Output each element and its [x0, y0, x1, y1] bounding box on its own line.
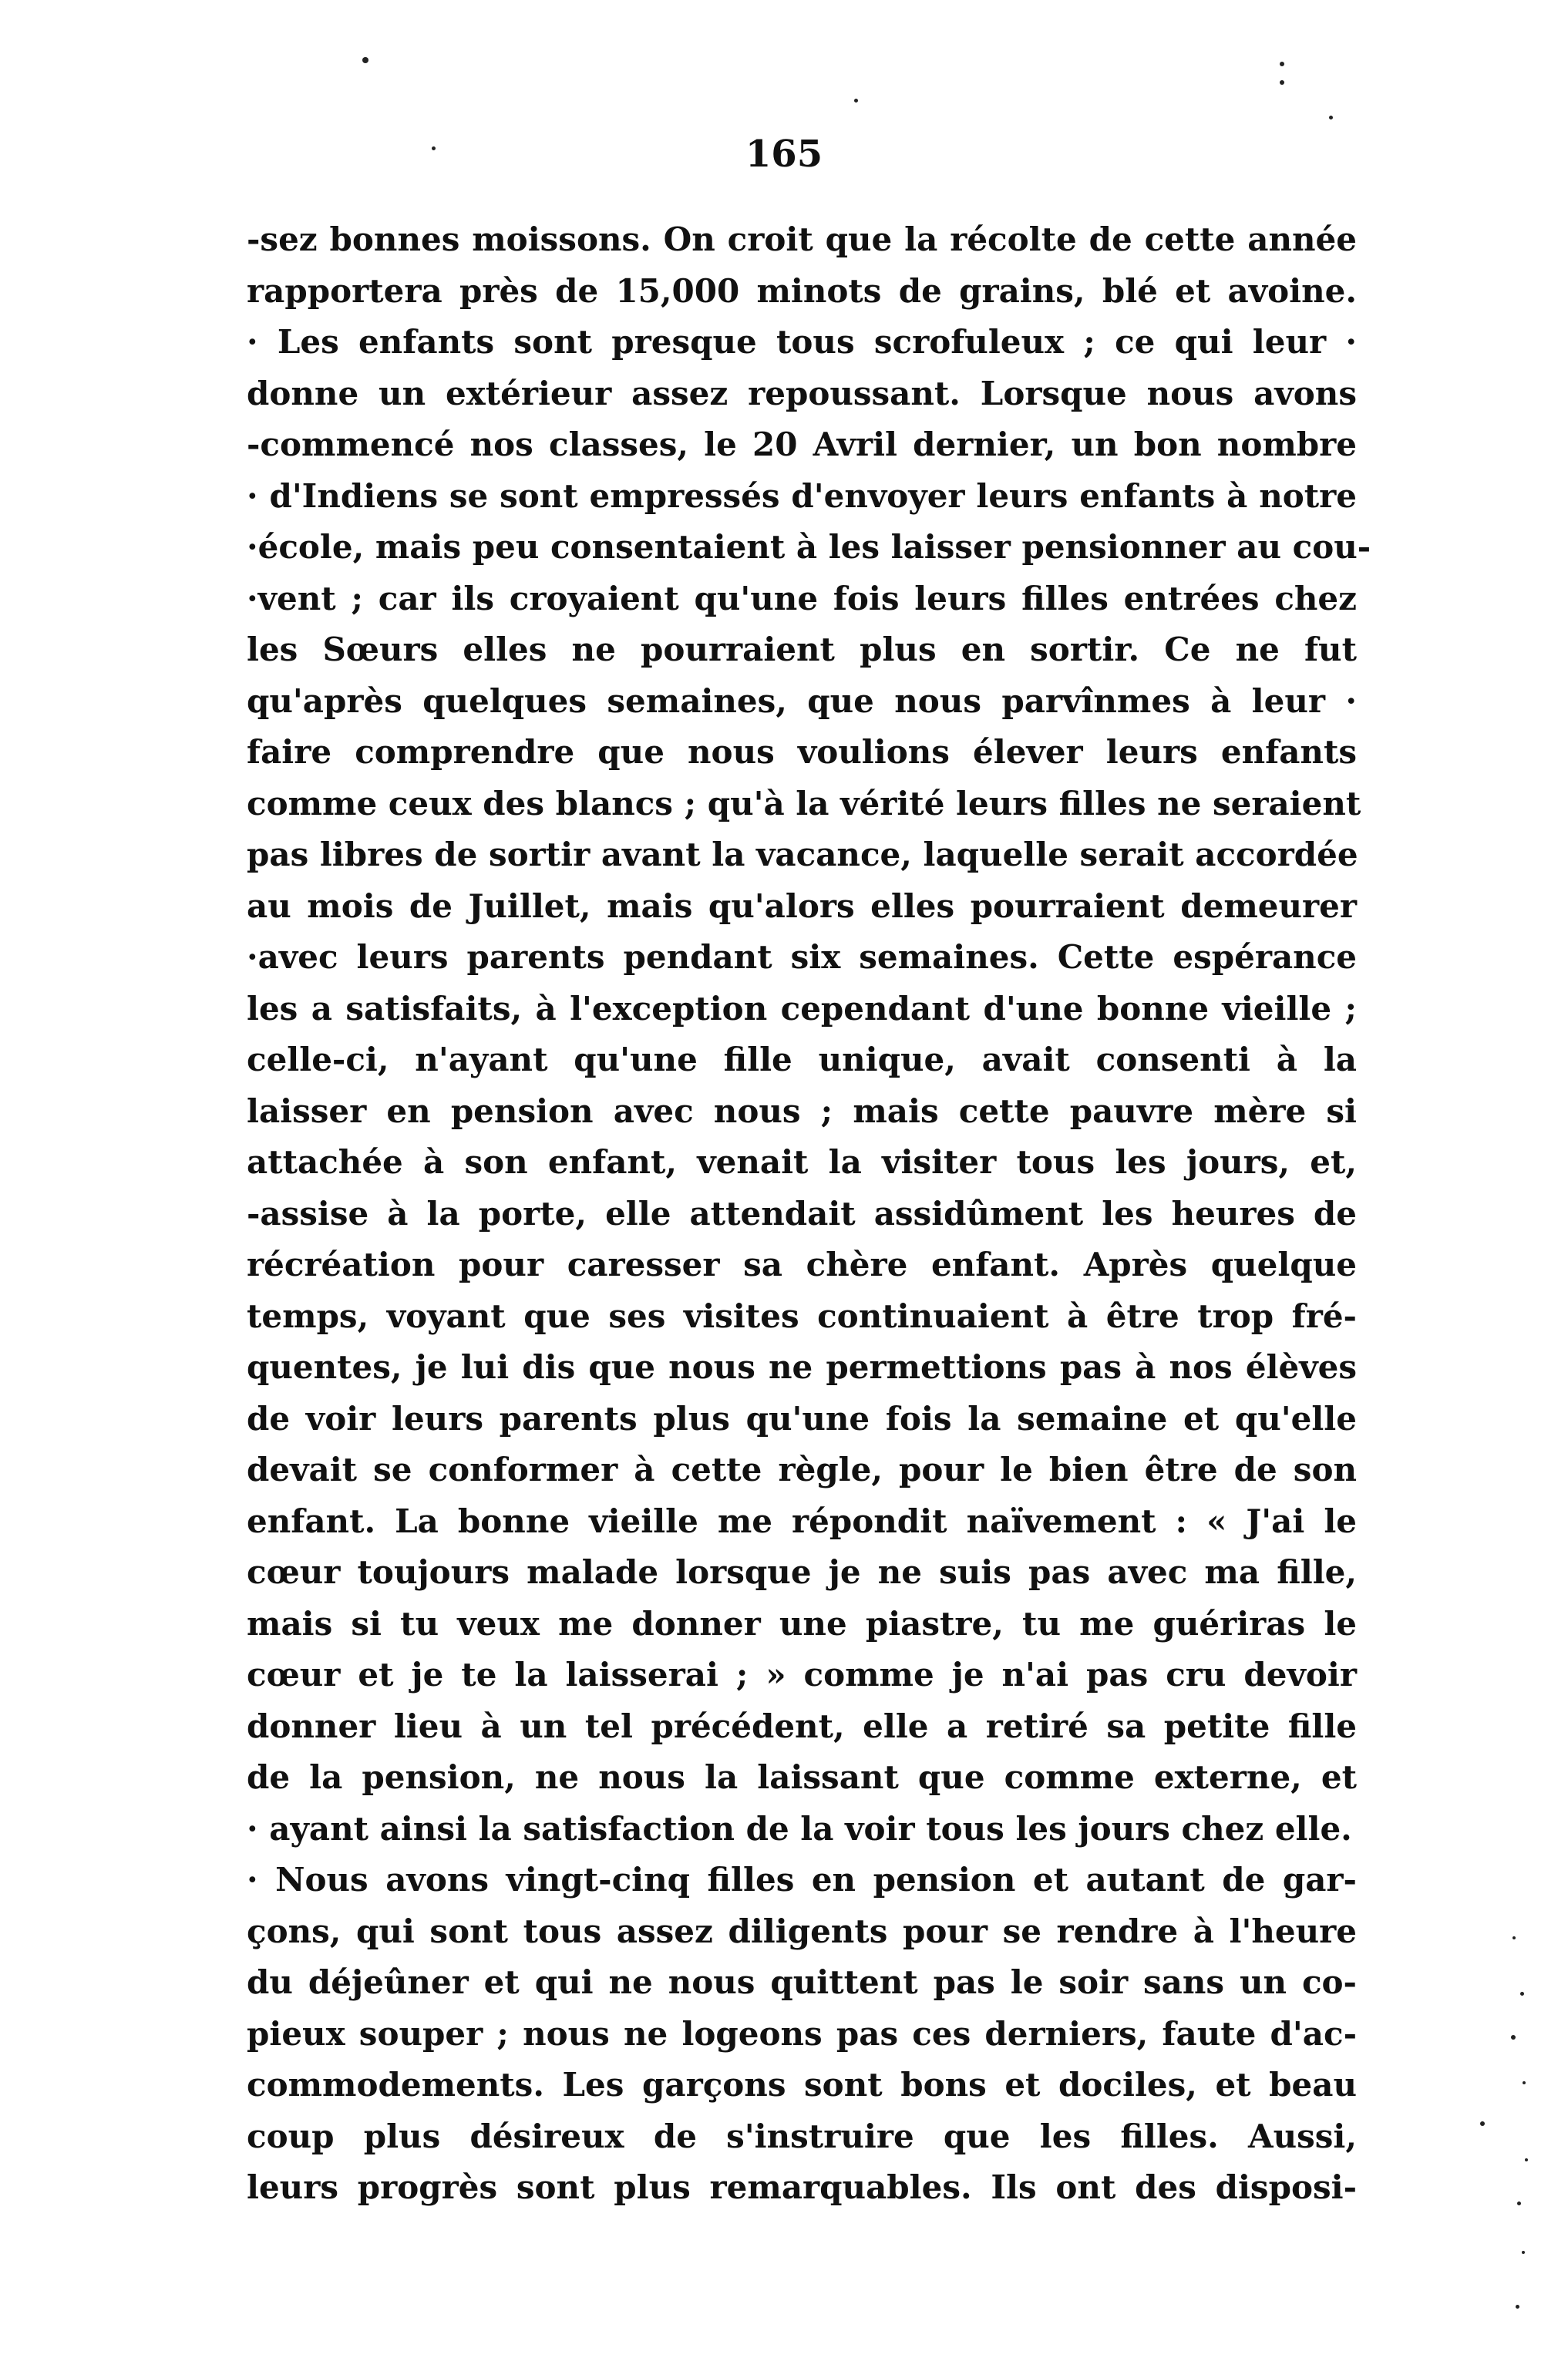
text-line: de voir leurs parents plus qu'une fois la semaine et qu'elle [247, 1399, 1357, 1438]
text-line: -assise à la porte, elle attendait assidûment les heures de [247, 1194, 1357, 1233]
body-text [247, 214, 1371, 2214]
text-line: · Les enfants sont presque tous scrofuleux ; ce qui leur · [247, 323, 1357, 361]
text-line: coup plus désireux de s'instruire que les filles. Aussi, [247, 2117, 1357, 2155]
text-line: temps, voyant que ses visites continuaient à être trop fré- [247, 1297, 1357, 1335]
text-line: çons, qui sont tous assez diligents pour se rendre à l'heure [247, 1912, 1357, 1950]
scan-speck [1522, 2251, 1525, 2254]
scan-speck [1517, 2202, 1521, 2205]
text-line: les a satisfaits, à l'exception cependant d'une bonne vieille ; [247, 989, 1357, 1028]
scan-speck [1280, 80, 1284, 85]
text-line: · Nous avons vingt-cinq filles en pension et autant de gar- [247, 1861, 1357, 1899]
text-line: comme ceux des blancs ; qu'à la vérité leurs filles ne seraient [247, 784, 1361, 822]
text-line: enfant. La bonne vieille me répondit naïvement : « J'ai le [247, 1502, 1357, 1540]
text-line: celle-ci, n'ayant qu'une fille unique, avait consenti à la [247, 1041, 1357, 1078]
text-line: qu'après quelques semaines, que nous parvînmes à leur · [247, 681, 1357, 720]
text-line: rapportera près de 15,000 minots de grains, blé et avoine. [247, 271, 1357, 310]
text-line: du déjeûner et qui ne nous quittent pas le soir sans un co- [247, 1963, 1357, 2001]
scan-speck [1523, 2081, 1526, 2084]
text-line: ·avec leurs parents pendant six semaines. Cette espérance [247, 938, 1357, 976]
text-line: quentes, je lui dis que nous ne permettions pas à nos élèves [247, 1348, 1357, 1386]
scan-speck [1511, 2035, 1516, 2040]
scan-speck [854, 99, 858, 103]
text-line: les Sœurs elles ne pourraient plus en sortir. Ce ne fut [247, 631, 1357, 668]
text-line: pieux souper ; nous ne logeons pas ces derniers, faute d'ac- [247, 2014, 1357, 2053]
scan-speck [1480, 2121, 1485, 2126]
text-line: devait se conformer à cette règle, pour le bien être de son [247, 1451, 1357, 1488]
text-line: · ayant ainsi la satisfaction de la voir tous les jours chez elle. [247, 1809, 1352, 1848]
scan-speck [1280, 62, 1284, 66]
scan-speck [1329, 116, 1333, 119]
text-line: · d'Indiens se sont empressés d'envoyer leurs enfants à notre [247, 476, 1357, 515]
scan-speck [1516, 2305, 1519, 2309]
text-line: attachée à son enfant, venait la visiter tous les jours, et, [247, 1143, 1357, 1181]
text-line: cœur et je te la laisserai ; » comme je n'ai pas cru devoir [247, 1656, 1357, 1694]
text-line: -sez bonnes moissons. On croit que la récolte de cette année [247, 220, 1357, 258]
text-line: faire comprendre que nous voulions élever leurs enfants [247, 733, 1357, 771]
scan-speck [362, 57, 368, 63]
scan-speck [1512, 1936, 1516, 1939]
page-number: 165 [745, 133, 823, 176]
text-line: -commencé nos classes, le 20 Avril dernier, un bon nombre [247, 426, 1357, 463]
text-line: récréation pour caresser sa chère enfant. Après quelque [247, 1246, 1357, 1283]
scan-speck [1525, 2158, 1528, 2161]
scan-speck [432, 146, 436, 150]
scan-speck [1520, 1992, 1524, 1996]
text-line: laisser en pension avec nous ; mais cette pauvre mère si [247, 1092, 1357, 1130]
text-line: pas libres de sortir avant la vacance, laquelle serait accordée [247, 836, 1358, 873]
text-line: de la pension, ne nous la laissant que comme externe, et [247, 1758, 1357, 1796]
text-line: cœur toujours malade lorsque je ne suis pas avec ma fille, [247, 1553, 1357, 1591]
text-line: au mois de Juillet, mais qu'alors elles pourraient demeurer [247, 886, 1357, 925]
text-line: donner lieu à un tel précédent, elle a retiré sa petite fille [247, 1707, 1357, 1745]
text-line: ·vent ; car ils croyaient qu'une fois leurs filles entrées chez [247, 579, 1357, 617]
text-line: donne un extérieur assez repoussant. Lorsque nous avons [247, 374, 1357, 412]
text-line: commodements. Les garçons sont bons et dociles, et beau [247, 2066, 1357, 2104]
text-line: leurs progrès sont plus remarquables. Ils ont des disposi- [247, 2168, 1357, 2206]
text-line: ·école, mais peu consentaient à les laisser pensionner au cou- [247, 528, 1371, 566]
text-line: mais si tu veux me donner une piastre, tu me guériras le [247, 1604, 1357, 1643]
